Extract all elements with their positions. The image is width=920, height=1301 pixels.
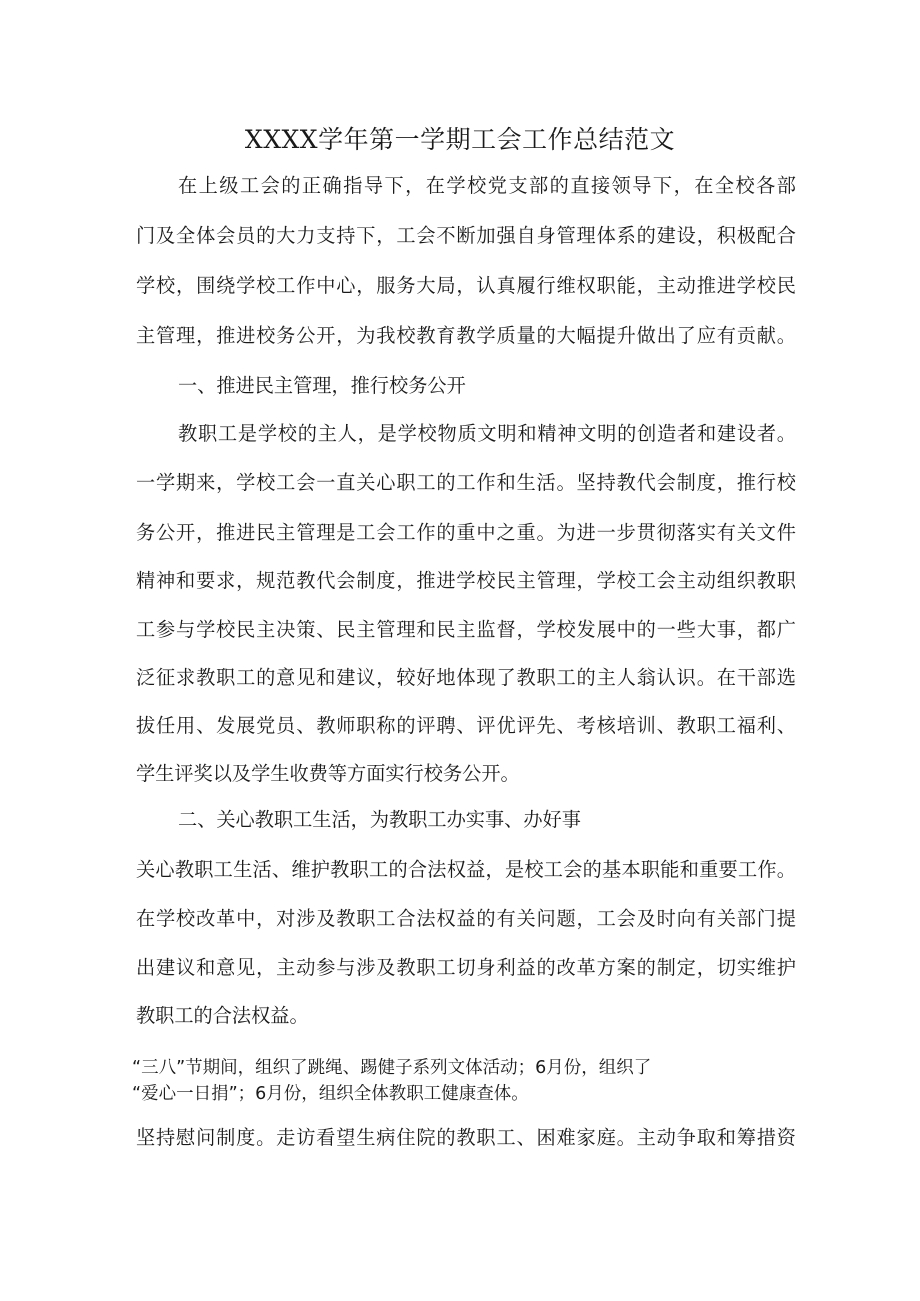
section1-heading: 一、推进民主管理，推行校务公开 — [178, 374, 466, 397]
intro-line-2: 门及全体会员的大力支持下，工会不断加强自身管理体系的建设，积极配合 — [136, 224, 796, 247]
section2-line-4: 教职工的合法权益。 — [136, 1004, 309, 1027]
section2-line-1: 关心教职工生活、维护教职工的合法权益，是校工会的基本职能和重要工作。 — [136, 858, 796, 881]
intro-line-3: 学校，围绕学校工作中心，服务大局，认真履行维权职能，主动推进学校民 — [136, 274, 796, 297]
section1-line-8: 学生评奖以及学生收费等方面实行校务公开。 — [136, 762, 520, 785]
section2-line-2: 在学校改革中，对涉及教职工合法权益的有关问题，工会及时向有关部门提 — [136, 907, 796, 930]
intro-line-4: 主管理，推进校务公开，为我校教育教学质量的大幅提升做出了应有贡献。 — [136, 324, 796, 347]
section1-line-3: 务公开，推进民主管理是工会工作的重中之重。为进一步贯彻落实有关文件 — [136, 521, 796, 544]
activities-line-2: “爱心一日捐”；6月份，组织全体教职工健康查体。 — [132, 1084, 529, 1104]
intro-line-1: 在上级工会的正确指导下，在学校党支部的直接领导下，在全校各部 — [178, 174, 796, 197]
activities-line-1: “三八”节期间，组织了跳绳、踢健子系列文体活动；6月份，组织了 — [132, 1058, 652, 1078]
section2-line-3: 出建议和意见，主动参与涉及教职工切身利益的改革方案的制定，切实维护 — [136, 956, 796, 979]
final-line: 坚持慰问制度。走访看望生病住院的教职工、困难家庭。主动争取和筹措资 — [136, 1126, 796, 1149]
section1-line-1: 教职工是学校的主人，是学校物质文明和精神文明的创造者和建设者。 — [178, 422, 796, 445]
section1-line-5: 工参与学校民主决策、民主管理和民主监督，学校发展中的一些大事，都广 — [136, 618, 796, 641]
document-title: XXXX学年第一学期工会工作总结范文 — [244, 125, 676, 154]
section1-line-7: 拔任用、发展党员、教师职称的评聘、评优评先、考核培训、教职工福利、 — [136, 714, 796, 737]
section2-heading: 二、关心教职工生活，为教职工办实事、办好事 — [178, 808, 581, 831]
section1-line-2: 一学期来，学校工会一直关心职工的工作和生活。坚持教代会制度，推行校 — [136, 471, 796, 494]
section1-line-6: 泛征求教职工的意见和建议，较好地体现了教职工的主人翁认识。在干部选 — [136, 666, 796, 689]
section1-line-4: 精神和要求，规范教代会制度，推进学校民主管理，学校工会主动组织教职 — [136, 569, 796, 592]
